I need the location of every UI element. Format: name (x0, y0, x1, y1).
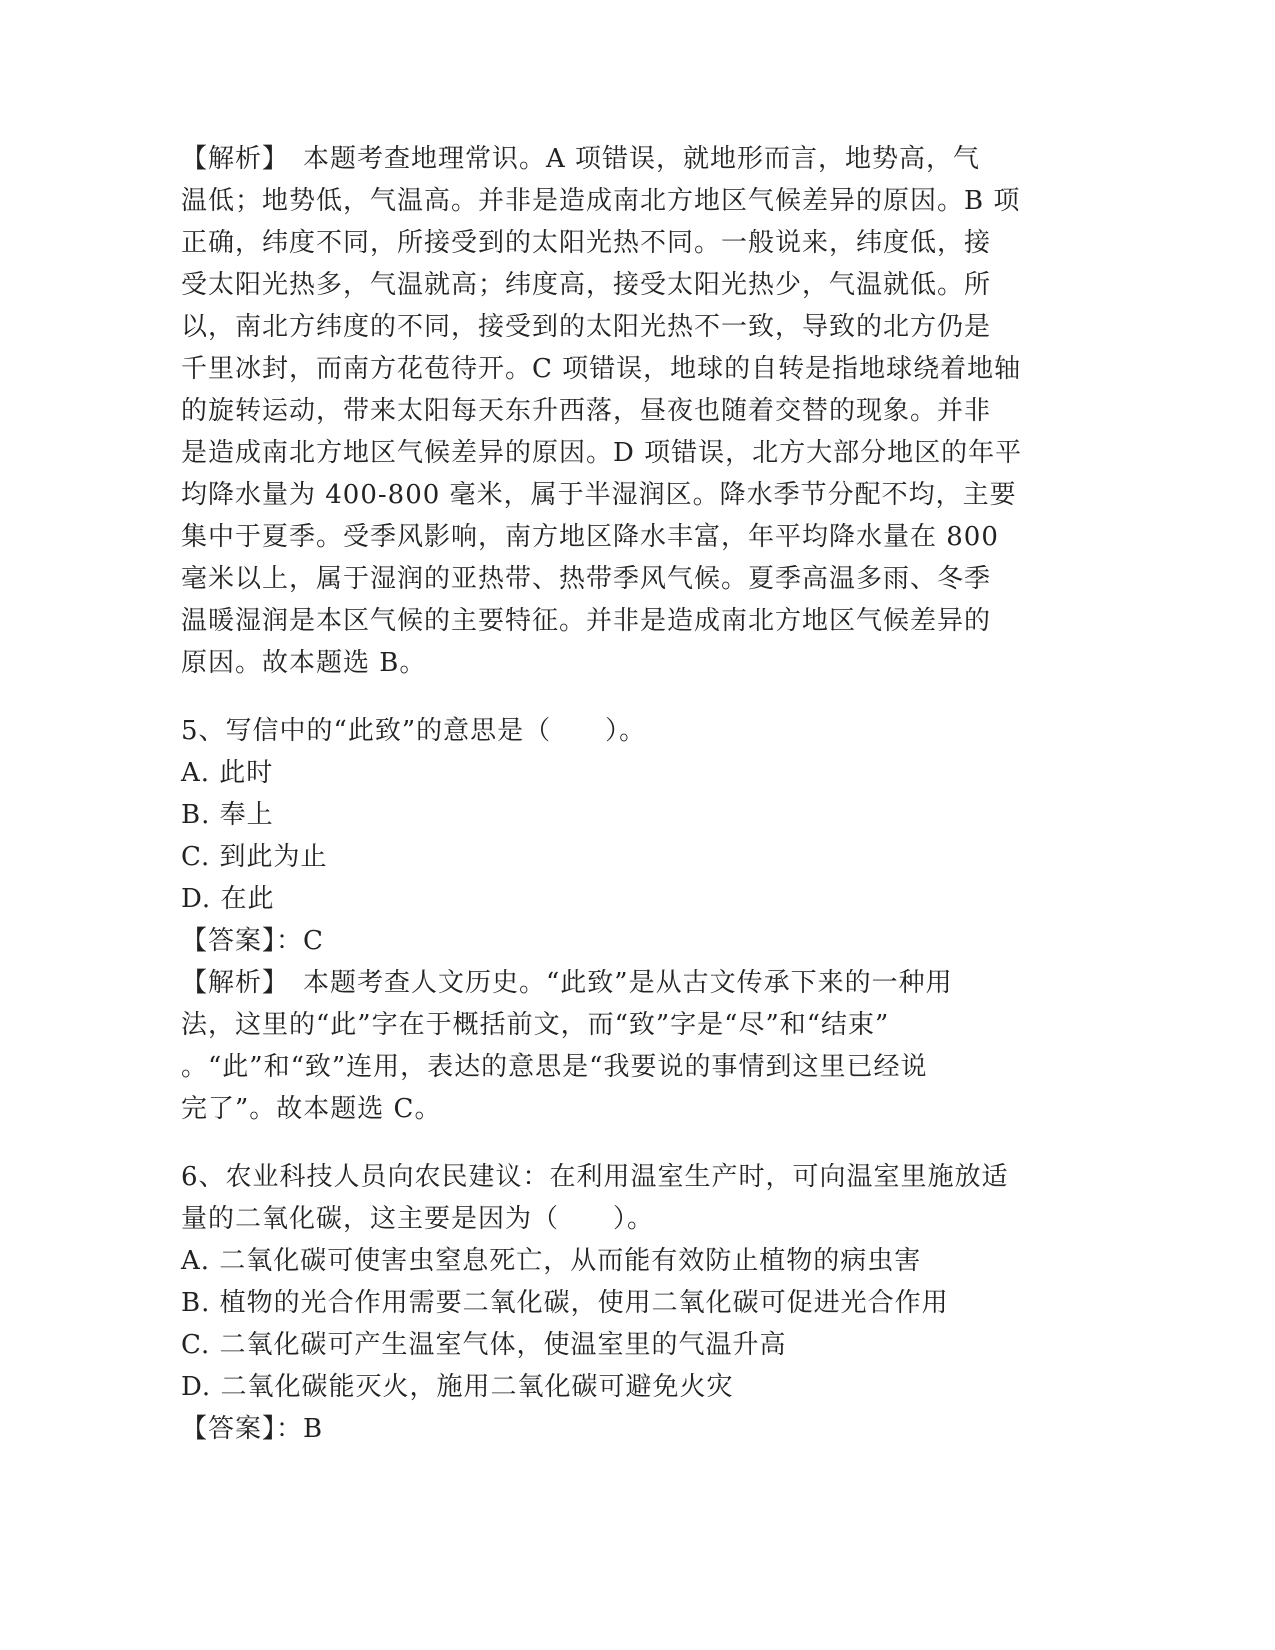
option-c: C. 到此为止 (181, 842, 328, 872)
section-spacer (181, 1130, 1041, 1156)
option-a: A. 此时 (181, 758, 274, 788)
question-text: 量的二氧化碳，这主要是因为（ ）。 (181, 1204, 655, 1234)
explanation-line: 毫米以上，属于湿润的亚热带、热带季风气候。夏季高温多雨、冬季 (181, 564, 992, 594)
question-6 (181, 1156, 1041, 1450)
question-5 (181, 710, 1041, 1130)
option-b: B. 植物的光合作用需要二氧化碳，使用二氧化碳可促进光合作用 (181, 1288, 949, 1318)
option-d: D. 二氧化碳能灭火，施用二氧化碳可避免火灾 (181, 1372, 734, 1402)
explanation-line: 的旋转运动，带来太阳每天东升西落，昼夜也随着交替的现象。并非 (181, 396, 992, 426)
answer-line: 【答案】：C (181, 926, 324, 956)
explanation-line: 以，南北方纬度的不同，接受到的太阳光热不一致，导致的北方仍是 (181, 312, 992, 342)
explanation-line: 。“此”和“致”连用，表达的意思是“我要说的事情到这里已经说 (181, 1052, 928, 1082)
explanation-line: 均降水量为 400-800 毫米，属于半湿润区。降水季节分配不均，主要 (181, 480, 1017, 510)
question-text: 5、写信中的“此致”的意思是（ ）。 (181, 716, 647, 746)
explanation-line: 是造成南北方地区气候差异的原因。D 项错误，北方大部分地区的年平 (181, 438, 1023, 468)
explanation-line: 正确，纬度不同，所接受到的太阳光热不同。一般说来，纬度低，接 (181, 228, 992, 258)
explanation-line: 【解析】 本题考查地理常识。A 项错误，就地形而言，地势高，气 (181, 144, 981, 174)
explanation-line: 原因。故本题选 B。 (181, 648, 427, 678)
explanation-line: 法，这里的“此”字在于概括前文，而“致”字是“尽”和“结束” (181, 1010, 890, 1040)
option-b: B. 奉上 (181, 800, 274, 830)
question-text: 6、农业科技人员向农民建议：在利用温室生产时，可向温室里施放适 (181, 1162, 1009, 1192)
option-a: A. 二氧化碳可使害虫窒息死亡，从而能有效防止植物的病虫害 (181, 1246, 922, 1276)
explanation-line: 完了”。故本题选 C。 (181, 1094, 442, 1124)
section-spacer (181, 684, 1041, 710)
explanation-line: 受太阳光热多，气温就高；纬度高，接受太阳光热少，气温就低。所 (181, 270, 992, 300)
explanation-line: 集中于夏季。受季风影响，南方地区降水丰富，年平均降水量在 800 (181, 522, 999, 552)
explanation-line: 温低；地势低，气温高。并非是造成南北方地区气候差异的原因。B 项 (181, 186, 1021, 216)
explanation-line: 【解析】 本题考查人文历史。“此致”是从古文传承下来的一种用 (181, 968, 953, 998)
explanation-line: 温暖湿润是本区气候的主要特征。并非是造成南北方地区气候差异的 (181, 606, 992, 636)
option-d: D. 在此 (181, 884, 275, 914)
document-page (181, 138, 1041, 1450)
q4-explanation (181, 138, 1041, 684)
answer-line: 【答案】：B (181, 1414, 324, 1444)
explanation-line: 千里冰封，而南方花苞待开。C 项错误，地球的自转是指地球绕着地轴 (181, 354, 1022, 384)
option-c: C. 二氧化碳可产生温室气体，使温室里的气温升高 (181, 1330, 787, 1360)
